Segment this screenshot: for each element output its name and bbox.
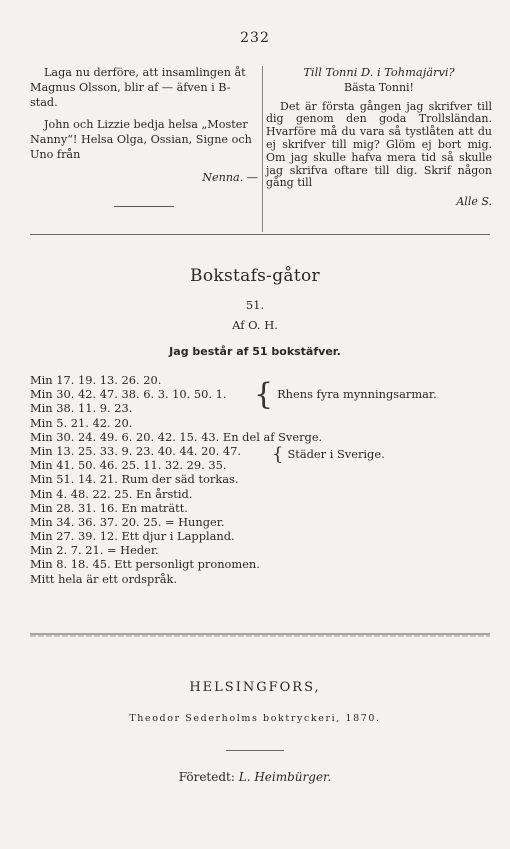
puzzle-row: Mitt hela är ett ordspråk.: [30, 571, 178, 586]
puzzle-row: Min 4. 48. 22. 25. En årstid.: [30, 486, 193, 501]
left-signature-rule: [114, 206, 174, 207]
section-rule: [30, 234, 490, 235]
left-column: [30, 66, 258, 207]
puzzle-row: Min 17. 19. 13. 26. 20.: [30, 373, 162, 387]
puzzle-row: Min 27. 39. 12. Ett djur i Lappland.: [30, 529, 235, 544]
letter-signature: Alle S.: [456, 195, 492, 209]
editor-name: L. Heimbürger.: [238, 770, 332, 784]
brace-group-1: [254, 377, 437, 412]
puzzle-author: Af O. H.: [232, 318, 278, 332]
letter-body: Det är första gången jag skrifver till dig genom den goda Trollsländan. Hvarföre må du vara så tystlåten att du ej skrifver till mig? Glöm ej bort mig. Om jag skulle hafva mera tid så skulle jag skrifva oftare till dig. Skrif någon gång till: [266, 99, 492, 190]
puzzle-number: 51.: [245, 298, 265, 312]
puzzle-row: Min 51. 14. 21. Rum der säd torkas.: [30, 472, 239, 487]
puzzle-row: Min 34. 36. 37. 20. 25. = Hunger.: [30, 514, 225, 529]
brace-icon: {: [254, 377, 274, 412]
brace-label-1: Rhens fyra mynningsarmar.: [277, 387, 437, 401]
puzzle-row: Min 41. 50. 46. 25. 11. 32. 29. 35.: [30, 458, 227, 473]
left-paragraph-1: Laga nu derföre, att insamlingen åt Magnus Olsson, blir af — äfven i B-stad.: [30, 66, 246, 109]
puzzle-row: Min 5. 21. 42. 20.: [30, 415, 133, 430]
page-number: 232: [240, 30, 270, 46]
imprint-place: HELSINGFORS,: [189, 680, 321, 695]
puzzle-row: Min 30. 42. 47. 38. 6. 3. 10. 50. 1.: [30, 387, 227, 402]
puzzle-row: Min 2. 7. 21. = Heder.: [30, 543, 159, 558]
brace-label-2: Städer i Sverige.: [287, 447, 385, 461]
ornamental-rule: [30, 633, 490, 637]
puzzle-row: Min 38. 11. 9. 23.: [30, 401, 133, 416]
letter-heading: Till Tonni D. i Tohmajärvi?: [303, 65, 455, 79]
editor-prefix: Företedt:: [178, 770, 235, 784]
puzzle-subtitle: Jag består af 51 bokstäfver.: [169, 345, 341, 358]
puzzle-row: Min 30. 24. 49. 6. 20. 42. 15. 43. En del af Sverge.: [30, 429, 323, 444]
imprint-rule: [226, 750, 284, 751]
column-divider: [262, 66, 263, 232]
left-paragraph-2: John och Lizzie bedja helsa „Moster Nanny“! Helsa Olga, Ossian, Signe och Uno från: [30, 118, 252, 161]
puzzle-title: Bokstafs-gåtor: [190, 266, 320, 286]
letter-greeting: Bästa Tonni!: [344, 80, 414, 94]
puzzle-row: Min 28. 31. 16. En maträtt.: [30, 500, 188, 515]
puzzle-row: Min 13. 25. 33. 9. 23. 40. 44. 20. 47.: [30, 443, 242, 458]
left-signature: Nenna. —: [202, 170, 258, 184]
puzzle-row: Min 8. 18. 45. Ett personligt pronomen.: [30, 557, 260, 572]
brace-icon: {: [272, 444, 284, 465]
brace-group-2: [272, 446, 385, 464]
right-column: [266, 66, 492, 209]
imprint-editor: [0, 770, 510, 784]
imprint-printer: Theodor Sederholms boktryckeri, 1870.: [129, 713, 381, 724]
